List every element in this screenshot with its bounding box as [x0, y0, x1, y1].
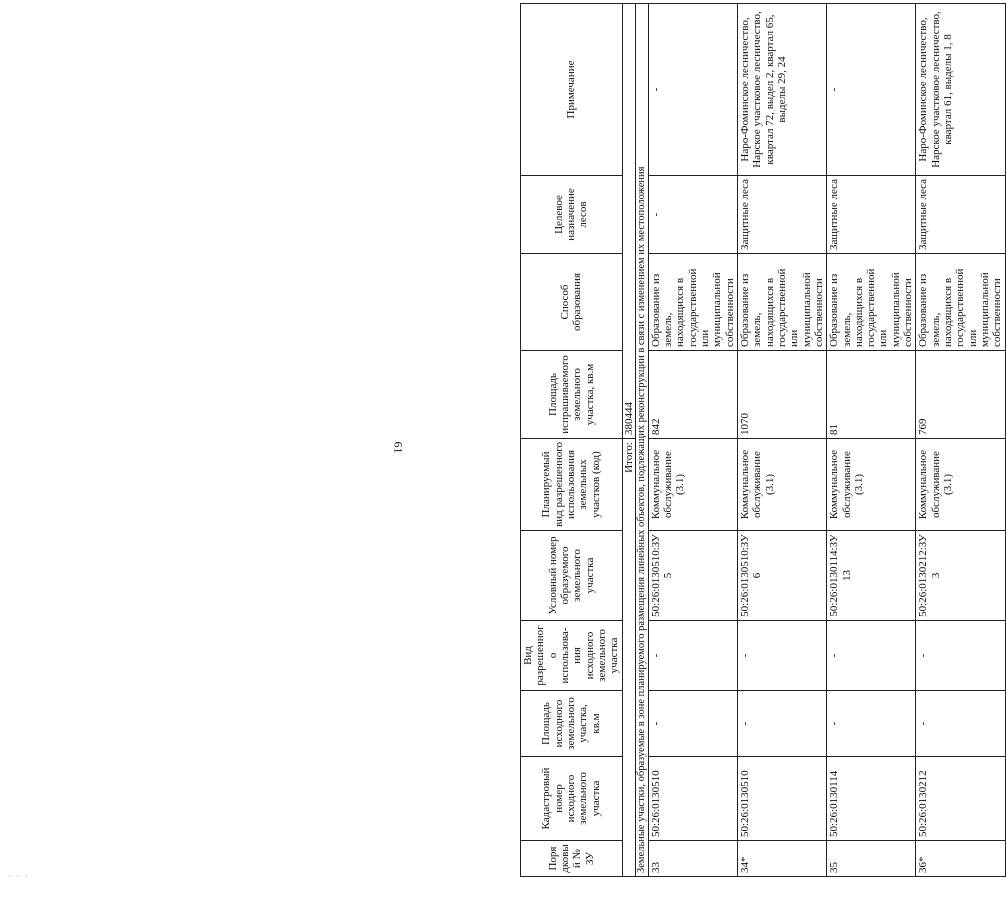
- header-cell: Площадь исходного земельного участка, кв.м: [521, 691, 623, 757]
- table-row: [648, 4, 737, 877]
- total-label: Итого:: [622, 439, 635, 877]
- table-row: [738, 4, 827, 877]
- table-row: [827, 4, 916, 877]
- page-number: 61: [391, 441, 406, 454]
- cell-planned-use: Коммунальное обслуживание (3.1): [916, 439, 1005, 531]
- cell-note: Наро-Фоминское лесничество, Нарское участковое лесничество, квартал 61, выделы 1, 8: [916, 4, 1005, 176]
- header-cell: Вид разрешенного использова-ния исходного земельного участка: [521, 621, 623, 691]
- cell-method: Образование из земель, находящихся в государственной или муниципальной собственности: [916, 254, 1005, 351]
- cell-cadastral: 50:26:0130510: [738, 757, 827, 841]
- cell-planned-use: Коммунальное обслуживание (3.1): [738, 439, 827, 531]
- cell-src-area: -: [648, 691, 737, 757]
- cell-note: Наро-Фоминское лесничество, Нарское участковое лесничество, квартал 72, выдел 2, квартал 65, выделы 29, 24: [738, 4, 827, 176]
- cell-cadastral: 50:26:0130114: [827, 757, 916, 841]
- cell-src-use: -: [827, 621, 916, 691]
- cell-src-use: -: [916, 621, 1005, 691]
- header-cell: Примечание: [521, 4, 623, 176]
- cell-cond-num: 50:26:0130510:ЗУ5: [648, 531, 737, 621]
- cell-method: Образование из земель, находящихся в государственной или муниципальной собственности: [738, 254, 827, 351]
- cell-num: 36*: [916, 841, 1005, 877]
- cell-cond-num: 50:26:0130212:ЗУ3: [916, 531, 1005, 621]
- cell-planned-use: Коммунальное обслуживание (3.1): [827, 439, 916, 531]
- cell-area: 842: [648, 351, 737, 439]
- header-cell: Планируемый вид разрешенного использования земельных участков (код): [521, 439, 623, 531]
- header-cell: Целевое назначение лесов: [521, 176, 623, 254]
- section-title: Земельные участки, образуемые в зоне планируемого размещения линейных объектов, подлежащих реконструкции в связи с изменением их местоположения: [635, 4, 648, 877]
- header-row: [521, 4, 623, 877]
- cell-cond-num: 50:26:0130114:ЗУ13: [827, 531, 916, 621]
- land-plots-table: [520, 3, 1006, 877]
- header-cell: Площадь испрашиваемого земельного участка, кв.м: [521, 351, 623, 439]
- cell-src-area: -: [827, 691, 916, 757]
- table-row: [916, 4, 1005, 877]
- rotated-table-container: [520, 4, 1004, 877]
- header-cell: Способ образования: [521, 254, 623, 351]
- cell-src-use: -: [738, 621, 827, 691]
- total-value: 380444: [622, 4, 635, 439]
- section-row: [635, 4, 648, 877]
- cell-note: -: [648, 4, 737, 176]
- cell-area: 769: [916, 351, 1005, 439]
- scan-artifact: · · ·: [8, 872, 30, 881]
- header-cell: Условный номер образуемого земельного участка: [521, 531, 623, 621]
- cell-note: -: [827, 4, 916, 176]
- cell-area: 1070: [738, 351, 827, 439]
- cell-method: Образование из земель, находящихся в государственной или муниципальной собственности: [648, 254, 737, 351]
- cell-forest: Защитные леса: [827, 176, 916, 254]
- cell-num: 35: [827, 841, 916, 877]
- cell-area: 81: [827, 351, 916, 439]
- cell-cadastral: 50:26:0130510: [648, 757, 737, 841]
- cell-forest: -: [648, 176, 737, 254]
- header-cell: Порядковый № ЗУ: [521, 841, 623, 877]
- cell-planned-use: Коммунальное обслуживание (3.1): [648, 439, 737, 531]
- cell-cadastral: 50:26:0130212: [916, 757, 1005, 841]
- cell-src-use: -: [648, 621, 737, 691]
- cell-forest: Защитные леса: [916, 176, 1005, 254]
- cell-num: 34*: [738, 841, 827, 877]
- cell-forest: Защитные леса: [738, 176, 827, 254]
- total-row: [622, 4, 635, 877]
- cell-method: Образование из земель, находящихся в государственной или муниципальной собственности: [827, 254, 916, 351]
- cell-cond-num: 50:26:0130510:ЗУ6: [738, 531, 827, 621]
- header-cell: Кадастровый номер исходного земельного участка: [521, 757, 623, 841]
- cell-src-area: -: [738, 691, 827, 757]
- cell-num: 33: [648, 841, 737, 877]
- cell-src-area: -: [916, 691, 1005, 757]
